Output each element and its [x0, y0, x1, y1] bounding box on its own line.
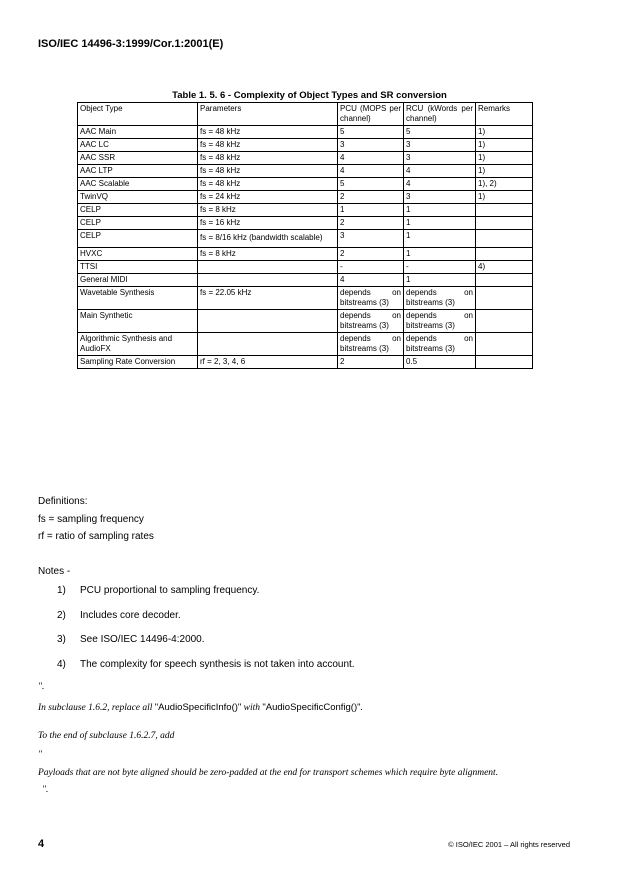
- cell-object-type: AAC LC: [78, 139, 198, 152]
- header-rcu: RCU (kWords per channel): [404, 103, 476, 126]
- cell-object-type: General MIDI: [78, 274, 198, 287]
- cell-parameters: fs = 48 kHz: [198, 178, 338, 191]
- cell-pcu: 2: [338, 191, 404, 204]
- note-number: 1): [57, 585, 66, 596]
- cell-pcu: 3: [338, 230, 404, 248]
- cell-object-type: CELP: [78, 230, 198, 248]
- table-row: [78, 333, 533, 356]
- note-text: Includes core decoder.: [80, 609, 181, 621]
- header-parameters: Parameters: [198, 103, 338, 126]
- cell-parameters: rf = 2, 3, 4, 6: [198, 356, 338, 369]
- cell-rcu: 4: [404, 178, 476, 191]
- note-text: See ISO/IEC 14496-4:2000.: [80, 634, 205, 645]
- cell-parameters: fs = 8/16 kHz (bandwidth scalable): [198, 230, 338, 248]
- cell-rcu: 1: [404, 204, 476, 217]
- cell-remarks: [476, 217, 533, 230]
- cell-pcu: 4: [338, 165, 404, 178]
- cell-remarks: 4): [476, 261, 533, 274]
- cell-pcu: 2: [338, 356, 404, 369]
- cell-parameters: fs = 8 kHz: [198, 204, 338, 217]
- cell-remarks: [476, 230, 533, 248]
- cell-object-type: AAC SSR: [78, 152, 198, 165]
- table-row: [78, 287, 533, 310]
- table-row: [78, 248, 533, 261]
- cell-object-type: AAC Scalable: [78, 178, 198, 191]
- cell-rcu: -: [404, 261, 476, 274]
- cell-pcu: -: [338, 261, 404, 274]
- cell-object-type: Algorithmic Synthesis and AudioFX: [78, 333, 198, 356]
- table-row: [78, 178, 533, 191]
- cell-remarks: [476, 248, 533, 261]
- note-number: 2): [57, 609, 66, 621]
- payload-text: Payloads that are not byte aligned should be zero-padded at the end for transport schemes which require byte alignment.: [38, 768, 499, 778]
- cell-pcu: depends on bitstreams (3): [338, 333, 404, 356]
- cell-remarks: 1), 2): [476, 178, 533, 191]
- cell-rcu: 5: [404, 126, 476, 139]
- closing-quote: ".: [38, 682, 45, 692]
- header-pcu: PCU (MOPS per channel): [338, 103, 404, 126]
- cell-object-type: CELP: [78, 204, 198, 217]
- cell-remarks: 1): [476, 152, 533, 165]
- cell-rcu: 0.5: [404, 356, 476, 369]
- note-item: [57, 585, 355, 610]
- notes-title: Notes -: [38, 566, 71, 577]
- cell-pcu: 5: [338, 126, 404, 139]
- cell-remarks: [476, 333, 533, 356]
- opening-quote: ": [38, 750, 42, 760]
- cell-rcu: 3: [404, 191, 476, 204]
- cell-rcu: 1: [404, 248, 476, 261]
- table-row: [78, 217, 533, 230]
- header-remarks: Remarks: [476, 103, 533, 126]
- cell-pcu: 4: [338, 152, 404, 165]
- cell-rcu: 1: [404, 274, 476, 287]
- closing-quote: ".: [42, 785, 49, 795]
- cell-remarks: [476, 310, 533, 333]
- table-row: [78, 191, 533, 204]
- cell-parameters: fs = 48 kHz: [198, 126, 338, 139]
- table-row: [78, 165, 533, 178]
- cell-rcu: 1: [404, 217, 476, 230]
- cell-object-type: AAC LTP: [78, 165, 198, 178]
- cell-object-type: Sampling Rate Conversion: [78, 356, 198, 369]
- note-text: PCU proportional to sampling frequency.: [80, 585, 260, 596]
- note-text: The complexity for speech synthesis is not taken into account.: [80, 658, 355, 670]
- cell-parameters: [198, 261, 338, 274]
- copyright: © ISO/IEC 2001 – All rights reserved: [448, 840, 570, 849]
- cell-remarks: [476, 287, 533, 310]
- header-object-type: Object Type: [78, 103, 198, 126]
- note-item: [57, 659, 355, 684]
- cell-rcu: 3: [404, 152, 476, 165]
- page-number: 4: [38, 838, 45, 850]
- cell-rcu: depends on bitstreams (3): [404, 333, 476, 356]
- cell-object-type: Wavetable Synthesis: [78, 287, 198, 310]
- cell-object-type: HVXC: [78, 248, 198, 261]
- cell-parameters: fs = 22.05 kHz: [198, 287, 338, 310]
- replace-end: .: [360, 703, 363, 713]
- cell-parameters: [198, 333, 338, 356]
- definition-fs: fs = sampling frequency: [38, 513, 144, 525]
- cell-object-type: TTSI: [78, 261, 198, 274]
- complexity-table: [77, 102, 533, 369]
- cell-pcu: 3: [338, 139, 404, 152]
- cell-parameters: [198, 274, 338, 287]
- cell-rcu: 1: [404, 230, 476, 248]
- definitions-title: Definitions:: [38, 496, 88, 507]
- cell-remarks: 1): [476, 126, 533, 139]
- cell-pcu: 5: [338, 178, 404, 191]
- cell-remarks: [476, 356, 533, 369]
- table-row: [78, 204, 533, 217]
- cell-pcu: 2: [338, 217, 404, 230]
- cell-pcu: 1: [338, 204, 404, 217]
- cell-object-type: CELP: [78, 217, 198, 230]
- cell-rcu: 3: [404, 139, 476, 152]
- cell-parameters: fs = 48 kHz: [198, 152, 338, 165]
- table-row: [78, 230, 533, 248]
- table-row: [78, 139, 533, 152]
- definition-rf: rf = ratio of sampling rates: [38, 531, 154, 542]
- table-header-row: [78, 103, 533, 126]
- cell-pcu: 4: [338, 274, 404, 287]
- cell-rcu: depends on bitstreams (3): [404, 287, 476, 310]
- document-id: ISO/IEC 14496-3:1999/Cor.1:2001(E): [38, 38, 224, 50]
- new-term: "AudioSpecificConfig()": [262, 702, 361, 713]
- note-number: 3): [57, 634, 66, 645]
- cell-pcu: depends on bitstreams (3): [338, 310, 404, 333]
- cell-remarks: 1): [476, 139, 533, 152]
- cell-pcu: 2: [338, 248, 404, 261]
- table-row: [78, 261, 533, 274]
- cell-remarks: [476, 204, 533, 217]
- definitions: [38, 493, 154, 546]
- cell-remarks: 1): [476, 165, 533, 178]
- cell-rcu: depends on bitstreams (3): [404, 310, 476, 333]
- cell-remarks: 1): [476, 191, 533, 204]
- cell-parameters: fs = 48 kHz: [198, 139, 338, 152]
- notes-list: [57, 585, 355, 683]
- old-term: "AudioSpecificInfo()": [154, 702, 242, 713]
- cell-object-type: TwinVQ: [78, 191, 198, 204]
- cell-parameters: fs = 16 kHz: [198, 217, 338, 230]
- cell-pcu: depends on bitstreams (3): [338, 287, 404, 310]
- table-row: [78, 310, 533, 333]
- cell-rcu: 4: [404, 165, 476, 178]
- add-instruction: To the end of subclause 1.6.2.7, add: [38, 731, 175, 741]
- cell-remarks: [476, 274, 533, 287]
- cell-object-type: Main Synthetic: [78, 310, 198, 333]
- note-item: [57, 634, 355, 659]
- table-row: [78, 356, 533, 369]
- replace-with: with: [241, 703, 263, 713]
- replace-instruction: [38, 702, 363, 713]
- table-row: [78, 274, 533, 287]
- table-row: [78, 126, 533, 139]
- note-number: 4): [57, 658, 66, 670]
- replace-prefix: In subclause 1.6.2, replace all: [38, 703, 155, 713]
- table-caption: Table 1. 5. 6 - Complexity of Object Types and SR conversion: [172, 90, 447, 101]
- cell-parameters: [198, 310, 338, 333]
- cell-parameters: fs = 24 kHz: [198, 191, 338, 204]
- note-item: [57, 610, 355, 635]
- cell-parameters: fs = 8 kHz: [198, 248, 338, 261]
- cell-object-type: AAC Main: [78, 126, 198, 139]
- table-row: [78, 152, 533, 165]
- cell-parameters: fs = 48 kHz: [198, 165, 338, 178]
